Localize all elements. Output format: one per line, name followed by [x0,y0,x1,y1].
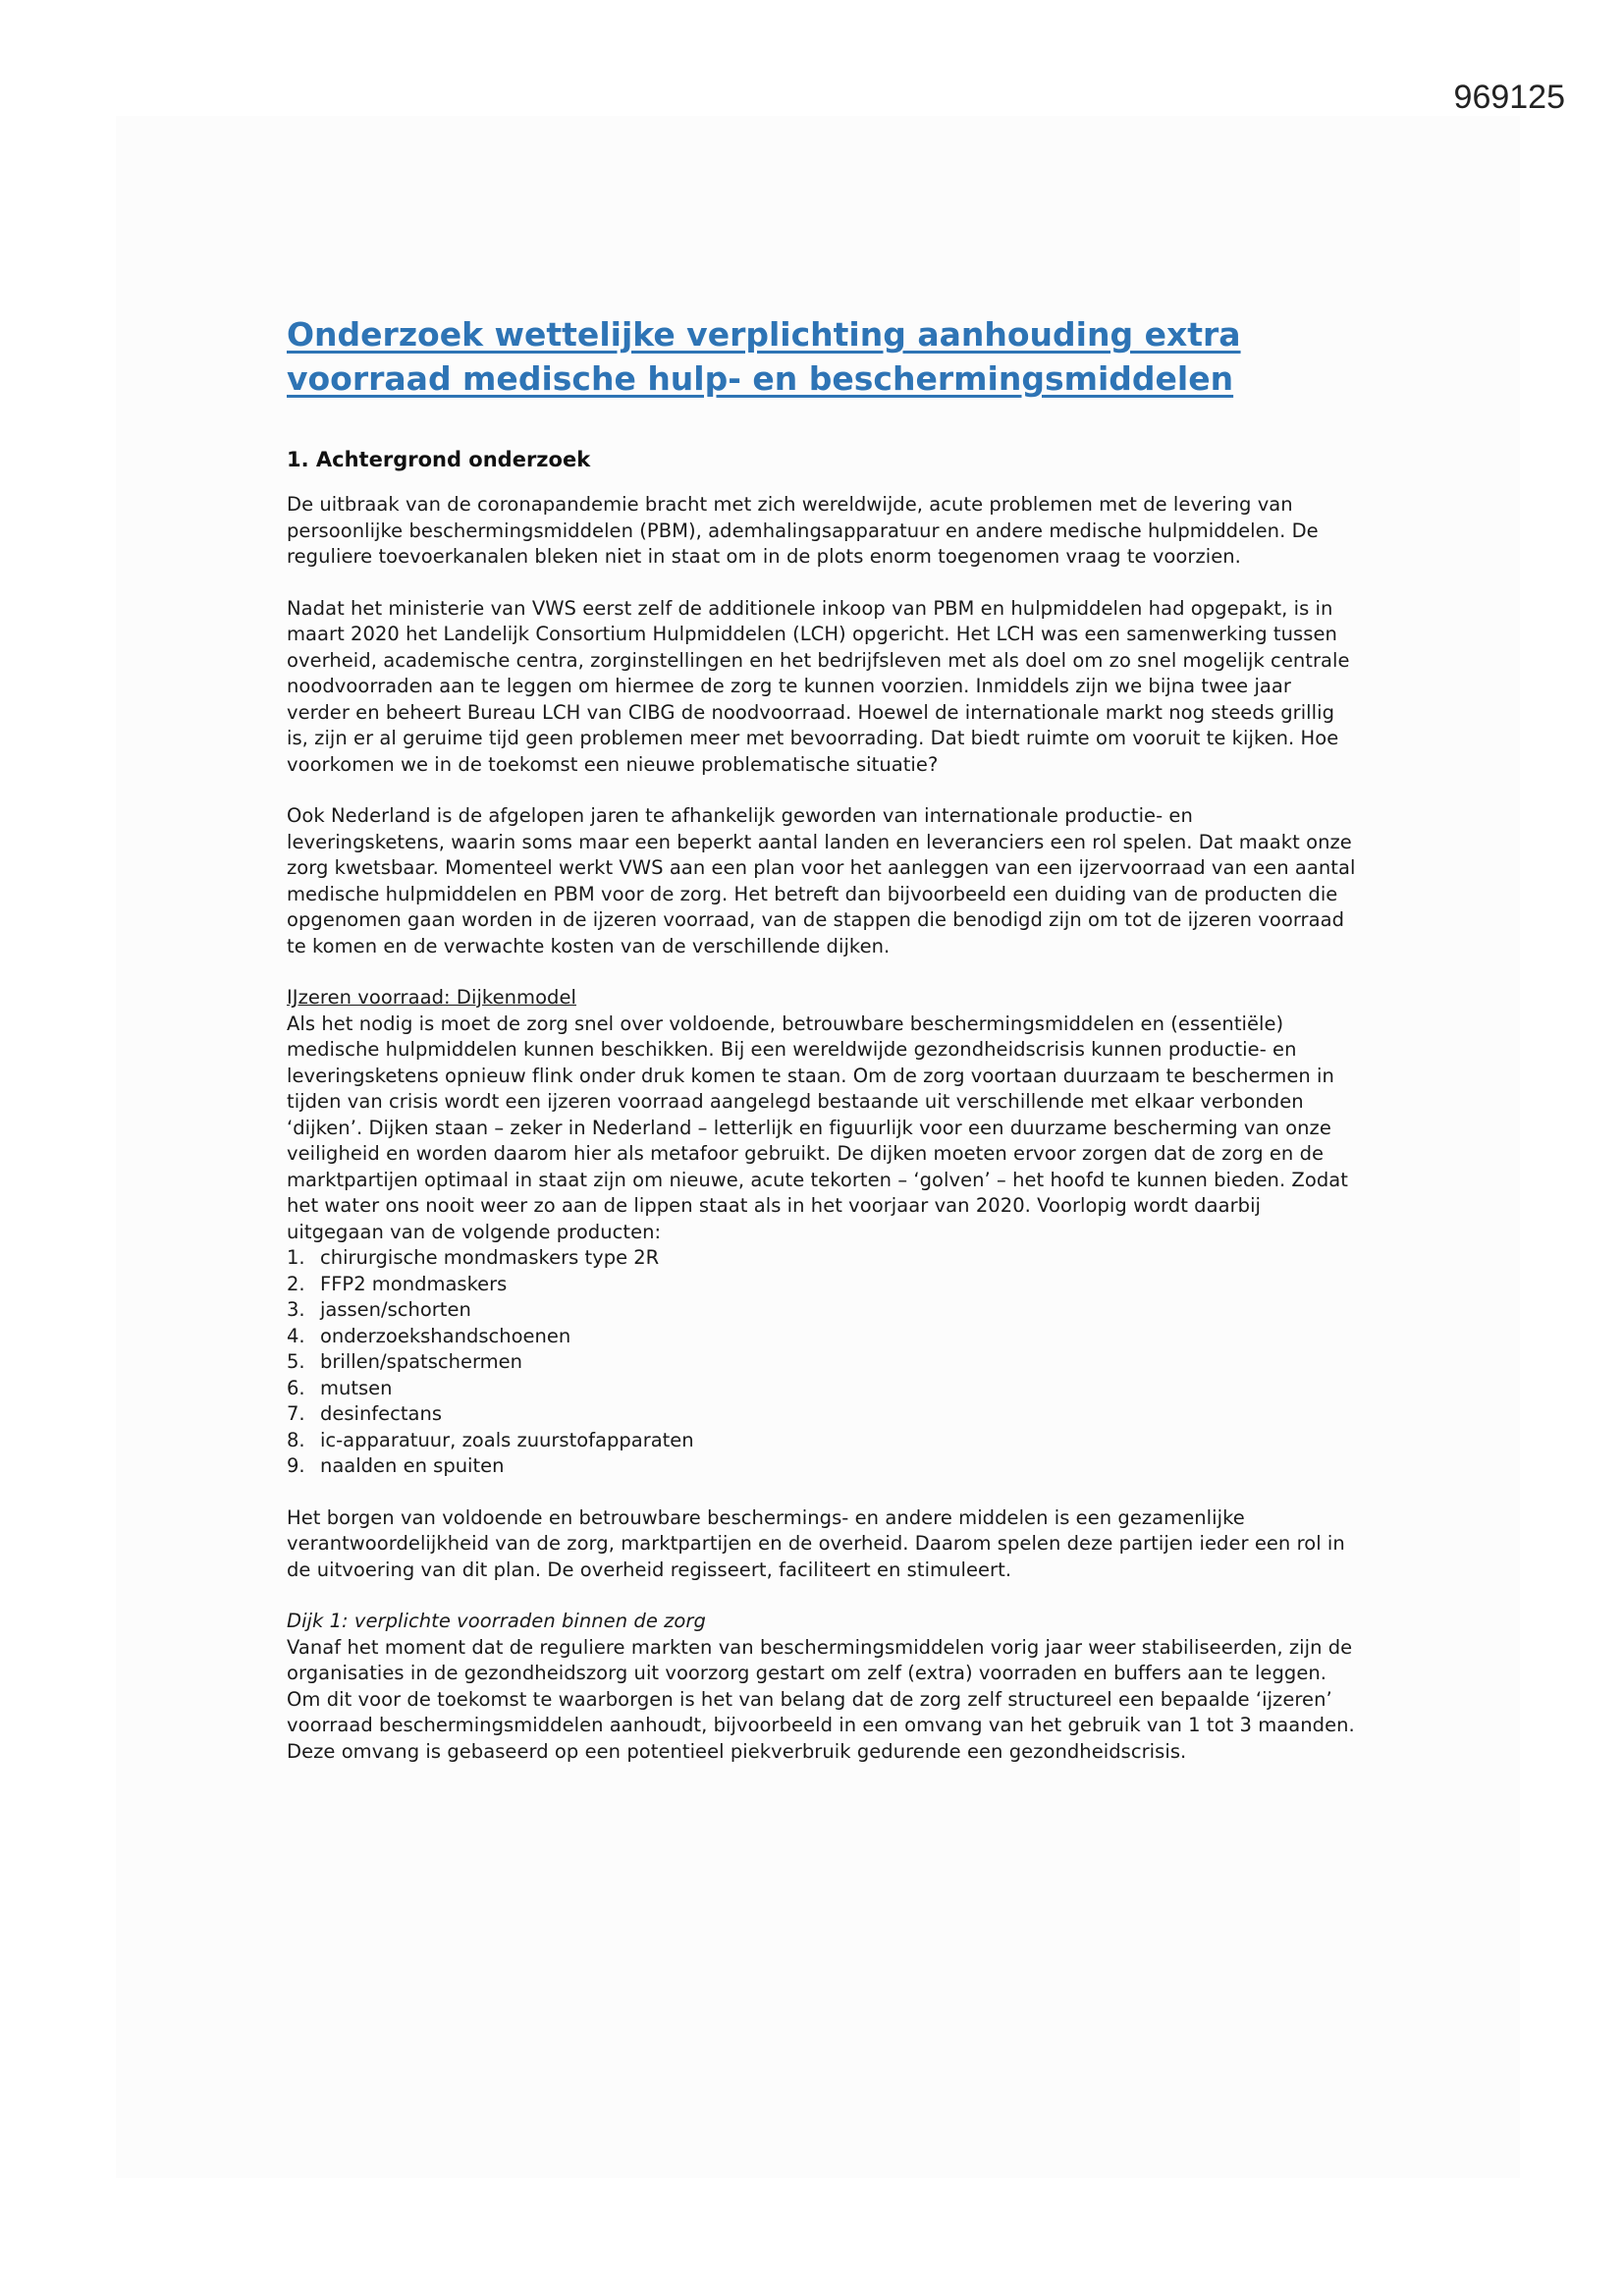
list-item-number: 6. [287,1376,305,1399]
list-item [287,1453,1357,1480]
list-item-label: FFP2 mondmaskers [320,1272,508,1295]
dijkenmodel-block [287,985,1357,1245]
list-item-label: brillen/spatschermen [320,1350,522,1373]
dijk1-block [287,1609,1357,1765]
list-item-number: 2. [287,1272,305,1295]
document-id: 969125 [1453,79,1565,116]
list-item [287,1324,1357,1350]
paragraph-dependency: Ook Nederland is de afgelopen jaren te afhankelijk geworden van internationale productie- en leveringsketens, waarin soms maar een beperkt aantal landen en leveranciers een rol spelen. Dat maakt onze zorg kwetsbaar. Momenteel werkt VWS aan een plan voor het aanleggen van een ijzervoorraad van een aantal medische hulpmiddelen en PBM voor de zorg. Het betreft dan bijvoorbeeld een duiding van de producten die opgenomen gaan worden in de ijzeren voorraad, van de stappen die benodigd zijn om tot de ijzeren voorraad te komen en de verwachte kosten van de verschillende dijken. [287,804,1356,957]
section-heading: 1. Achtergrond onderzoek [287,448,591,471]
list-item-label: ic-apparatuur, zoals zuurstofapparaten [320,1428,694,1451]
list-item [287,1245,1357,1272]
list-item-number: 4. [287,1324,305,1347]
document-title [287,312,1357,401]
product-list [287,1245,1357,1480]
list-item-number: 3. [287,1298,305,1321]
list-item [287,1376,1357,1402]
list-item [287,1272,1357,1298]
title-line-2: voorraad medische hulp- en beschermingsmiddelen [287,359,1234,398]
list-item-number: 7. [287,1402,305,1425]
dijk1-text: Vanaf het moment dat de reguliere markten van beschermingsmiddelen vorig jaar weer stabiliseerden, zijn de organisaties in de gezondheidszorg uit voorzorg gestart om zelf (extra) voorraden en buffers aan te leggen. Om dit voor de toekomst te waarborgen is het van belang dat de zorg zelf structureel een bepaalde ‘ijzeren’ voorraad beschermingsmiddelen aanhoudt, bijvoorbeeld in een omvang van het gebruik van 1 tot 3 maanden. Deze omvang is gebaseerd op een potentieel piekverbruik gedurende een gezondheidscrisis. [287,1635,1355,1763]
paragraph-intro: De uitbraak van de coronapandemie bracht met zich wereldwijde, acute problemen met de levering van persoonlijke beschermingsmiddelen (PBM), ademhalingsapparatuur en andere medische hulpmiddelen. De reguliere toevoerkanalen bleken niet in staat om in de plots enorm toegenomen vraag te voorzien. [287,493,1319,568]
list-item-number: 8. [287,1428,305,1451]
dijk1-subheading: Dijk 1: verplichte voorraden binnen de zorg [287,1610,706,1632]
document-body [287,312,1357,1765]
list-item-label: onderzoekshandschoenen [320,1324,571,1347]
list-item [287,1297,1357,1324]
list-item-label: chirurgische mondmaskers type 2R [320,1246,660,1269]
paragraph-lch: Nadat het ministerie van VWS eerst zelf de additionele inkoop van PBM en hulpmiddelen had opgepakt, is in maart 2020 het Landelijk Consortium Hulpmiddelen (LCH) opgericht. Het LCH was een samenwerking tussen overheid, academische centra, zorginstellingen en het bedrijfsleven met als doel om zo snel mogelijk centrale noodvoorraden aan te leggen om hiermee de zorg te kunnen voorzien. Inmiddels zijn we bijna twee jaar verder en beheert Bureau LCH van CIBG de noodvoorraad. Hoewel de internationale markt nog steeds grillig is, zijn er al geruime tijd geen problemen meer met bevoorrading. Dat biedt ruimte om vooruit te kijken. Hoe voorkomen we in de toekomst een nieuwe problematische situatie? [287,596,1350,776]
list-item-number: 5. [287,1350,305,1373]
paragraph-responsibility: Het borgen van voldoende en betrouwbare beschermings- en andere middelen is een gezamenlijke verantwoordelijkheid van de zorg, marktpartijen en de overheid. Daarom spelen deze partijen ieder een rol in de uitvoering van dit plan. De overheid regisseert, faciliteert en stimuleert. [287,1505,1345,1581]
list-item-label: mutsen [320,1376,393,1399]
dijkenmodel-subheading: IJzeren voorraad: Dijkenmodel [287,986,576,1009]
list-item-label: naalden en spuiten [320,1454,505,1477]
list-item-number: 1. [287,1246,305,1269]
list-item-label: desinfectans [320,1402,443,1425]
list-item-label: jassen/schorten [320,1298,471,1321]
list-item [287,1428,1357,1454]
dijkenmodel-text: Als het nodig is moet de zorg snel over voldoende, betrouwbare beschermingsmiddelen en (essentiële) medische hulpmiddelen kunnen beschikken. Bij een wereldwijde gezondheidscrisis kunnen productie- en leveringsketens opnieuw flink onder druk komen te staan. Om de zorg voortaan duurzaam te beschermen in tijden van crisis wordt een ijzeren voorraad aangelegd bestaande uit verschillende met elkaar verbonden ‘dijken’. Dijken staan – zeker in Nederland – letterlijk en figuurlijk voor een duurzame bescherming van onze veiligheid en worden daarom hier als metafoor gebruikt. De dijken moeten ervoor zorgen dat de zorg en de marktpartijen optimaal in staat zijn om nieuwe, acute tekorten – ‘golven’ – het hoofd te kunnen bieden. Zodat het water ons nooit weer zo aan de lippen staat als in het voorjaar van 2020. Voorlopig wordt daarbij uitgegaan van de volgende producten: [287,1011,1348,1243]
list-item [287,1401,1357,1428]
list-item-number: 9. [287,1454,305,1477]
list-item [287,1349,1357,1376]
title-line-1: Onderzoek wettelijke verplichting aanhouding extra [287,315,1241,354]
